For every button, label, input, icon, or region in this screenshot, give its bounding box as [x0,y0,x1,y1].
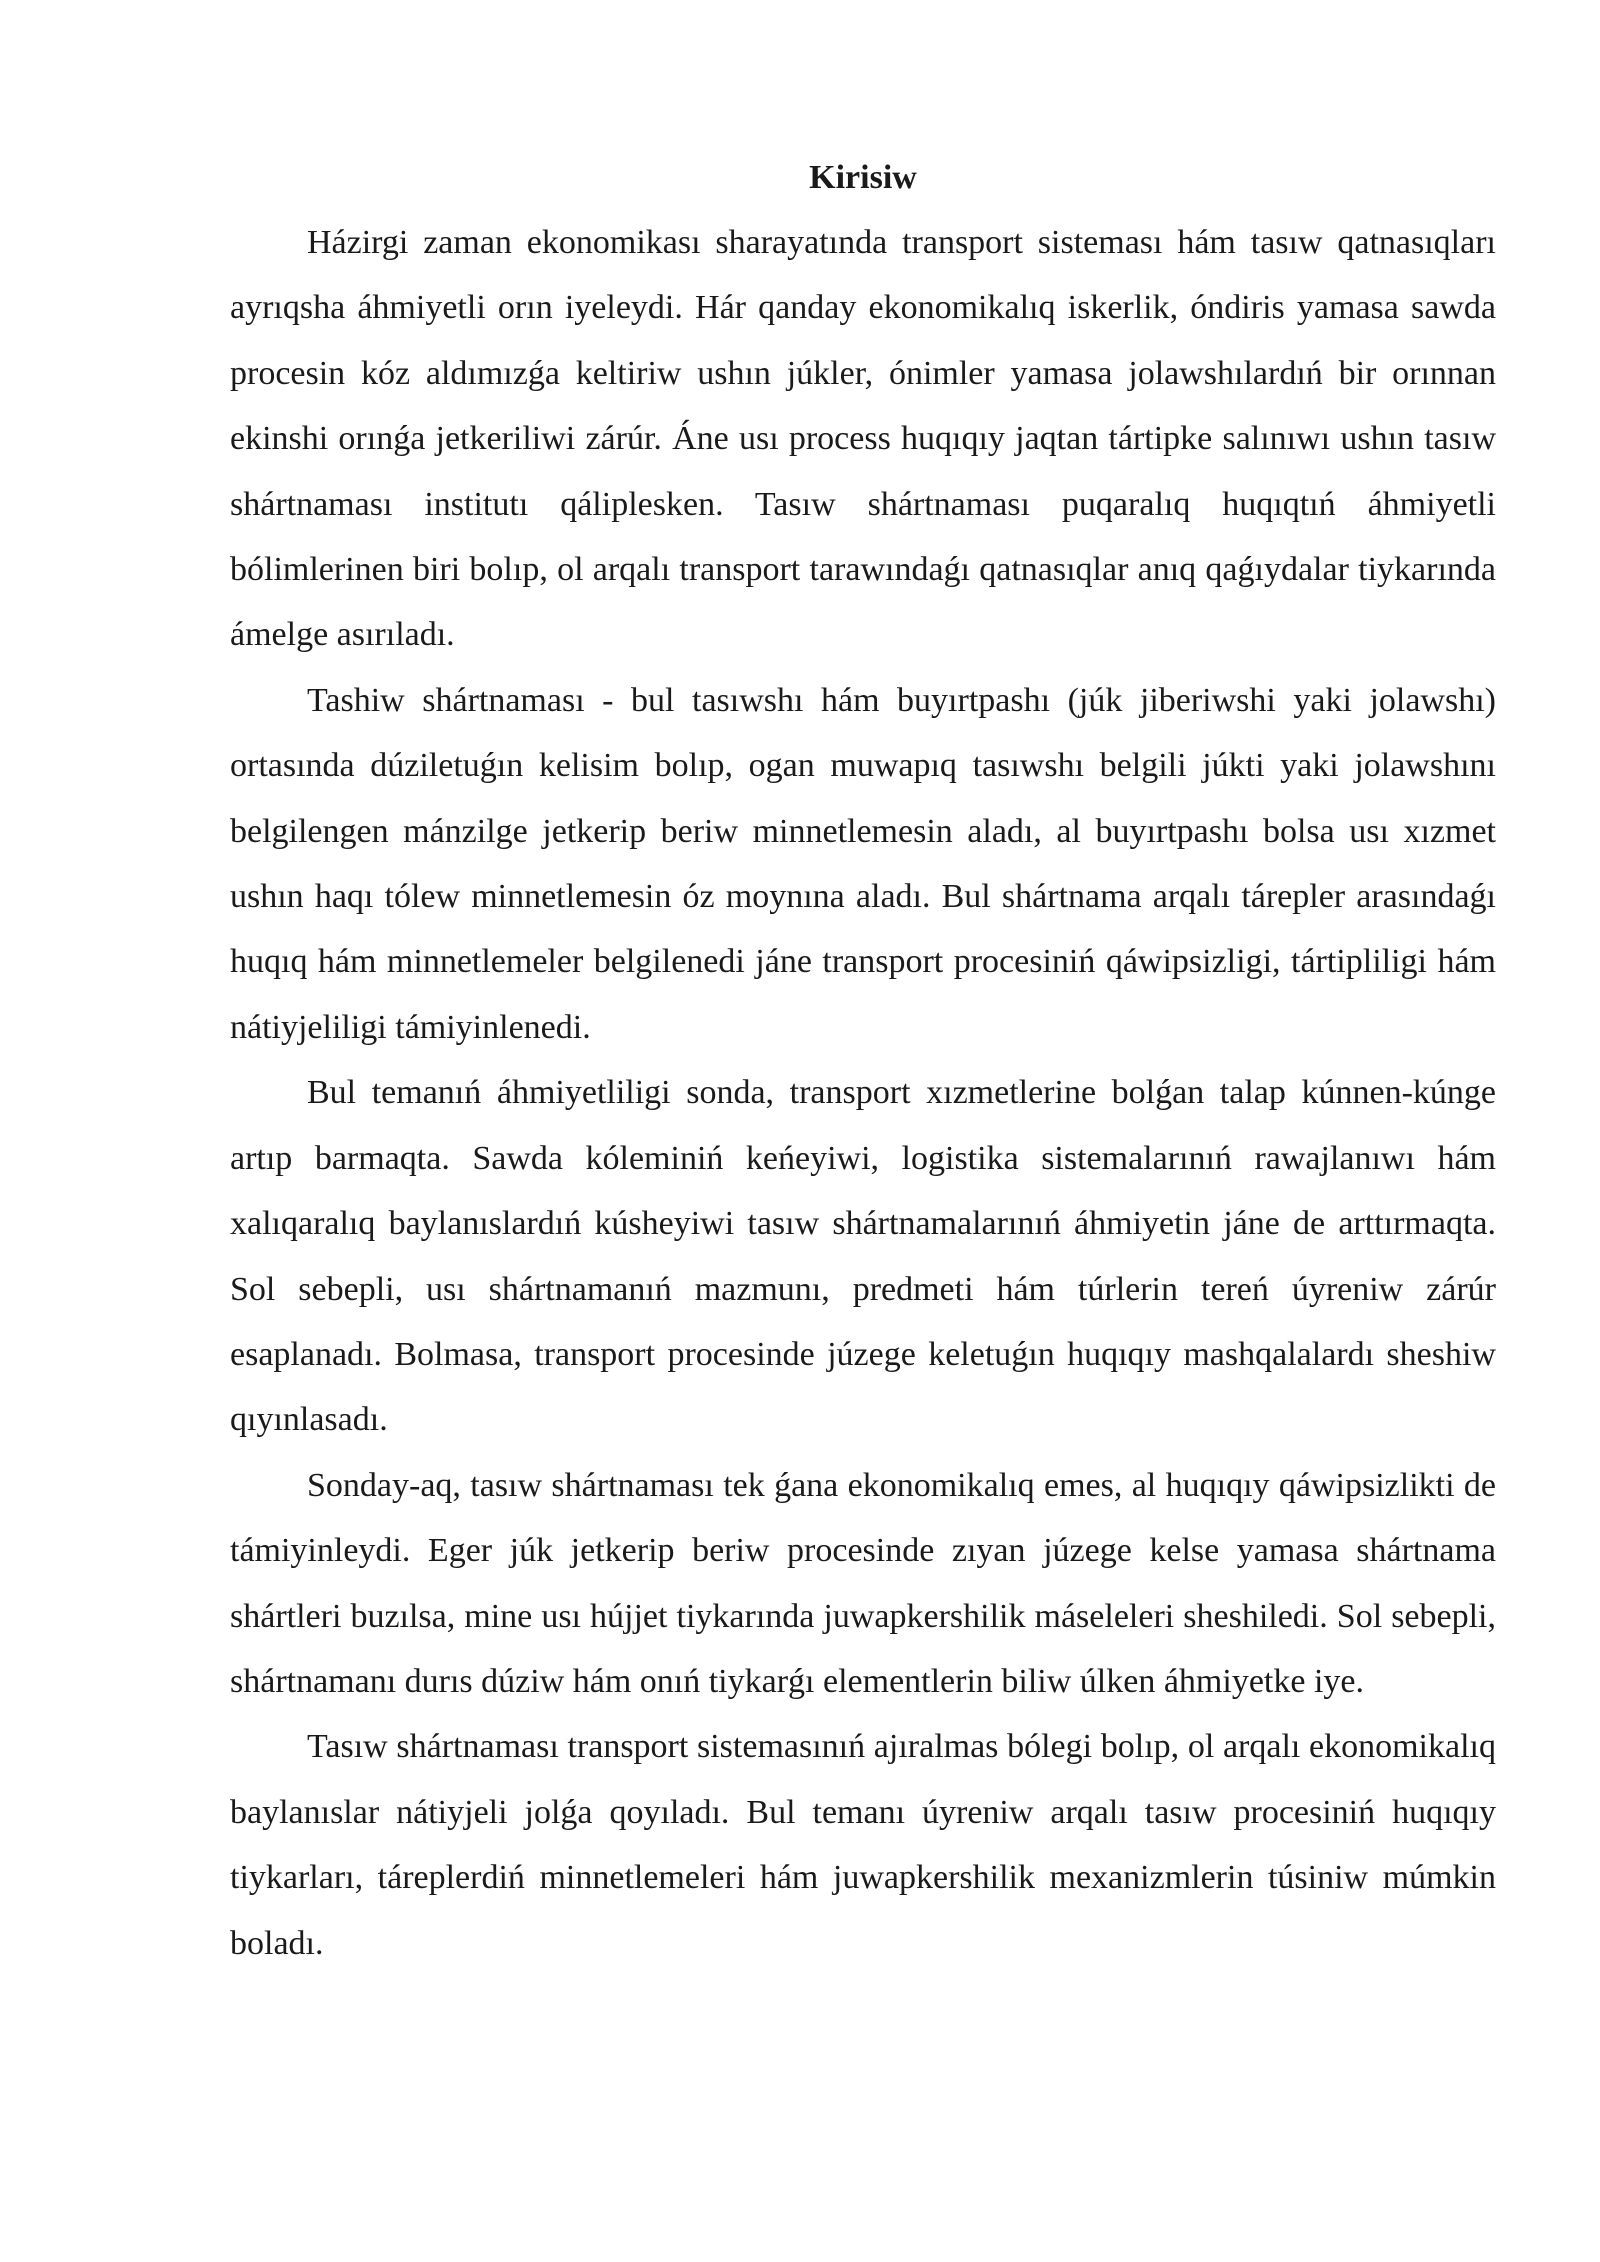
paragraph-5: Tasıw shártnaması transport sistemasınıń ajıralmas bólegi bolıp, ol arqalı ekonomikalıq baylanıslar nátiyjeli jolǵa qoyıladı. Bul temanı úyreniw arqalı tasıw procesiniń huqıqıy tiykarları, táreplerdiń minnetlemeleri hám juwapkershilik mexanizmlerin túsiniw múmkin boladı. [230,1728,1496,1962]
paragraph-2: Tashiw shártnaması - bul tasıwshı hám buyırtpashı (júk jiberiwshi yaki jolawshı) ortasında dúziletuǵın kelisim bolıp, ogan muwapıq tasıwshı belgili júkti yaki jolawshını belgilengen mánzilge jetkerip beriw minnetlemesin aladı, al buyırtpashı bolsa usı xızmet ushın haqı tólew minnetlemesin óz moynına aladı. Bul shártnama arqalı tárepler arasındaǵı huqıq hám minnetlemeler belgilenedi jáne transport procesiniń qáwipsizligi, tártipliligi hám nátiyjeliligi támiyinlenedi. [230,681,1496,1046]
paragraph-4: Sonday-aq, tasıw shártnaması tek ǵana ekonomikalıq emes, al huqıqıy qáwipsizlikti de támiyinleydi. Eger júk jetkerip beriw procesinde zıyan júzege kelse yamasa shártnama shártleri buzılsa, mine usı hújjet tiykarında juwapkershilik máseleleri sheshiledi. Sol sebepli, shártnamanı durıs dúziw hám onıń tiykarǵı elementlerin biliw úlken áhmiyetke iye. [230,1466,1496,1700]
document-title: Kirisiw [809,159,917,196]
paragraph-1: Házirgi zaman ekonomikası sharayatında transport sisteması hám tasıw qatnasıqları ayrıqsha áhmiyetli orın iyeleydi. Hár qanday ekonomikalıq iskerlik, óndiris yamasa sawda procesin kóz aldımızǵa keltiriw ushın júkler, ónimler yamasa jolawshılardıń bir orınnan ekinshi orınǵa jetkeriliwi zárúr. Áne usı process huqıqıy jaqtan tártipke salınıwı ushın tasıw shártnaması institutı qáliplesken. Tasıw shártnaması puqaralıq huqıqtıń áhmiyetli bólimlerinen biri bolıp, ol arqalı transport tarawındaǵı qatnasıqlar anıq qaǵıydalar tiykarında ámelge asırıladı. [230,224,1496,654]
document-page [230,148,1496,1976]
paragraph-3: Bul temanıń áhmiyetliligi sonda, transport xızmetlerine bolǵan talap kúnnen-kúnge artıp barmaqta. Sawda kóleminiń keńeyiwi, logistika sistemalarınıń rawajlanıwı hám xalıqaralıq baylanıslardıń kúsheyiwi tasıw shártnamalarınıń áhmiyetin jáne de arttırmaqta. Sol sebepli, usı shártnamanıń mazmunı, predmeti hám túrlerin tereń úyreniw zárúr esaplanadı. Bolmasa, transport procesinde júzege keletuǵın huqıqıy mashqalalardı sheshiw qıyınlasadı. [230,1074,1496,1439]
